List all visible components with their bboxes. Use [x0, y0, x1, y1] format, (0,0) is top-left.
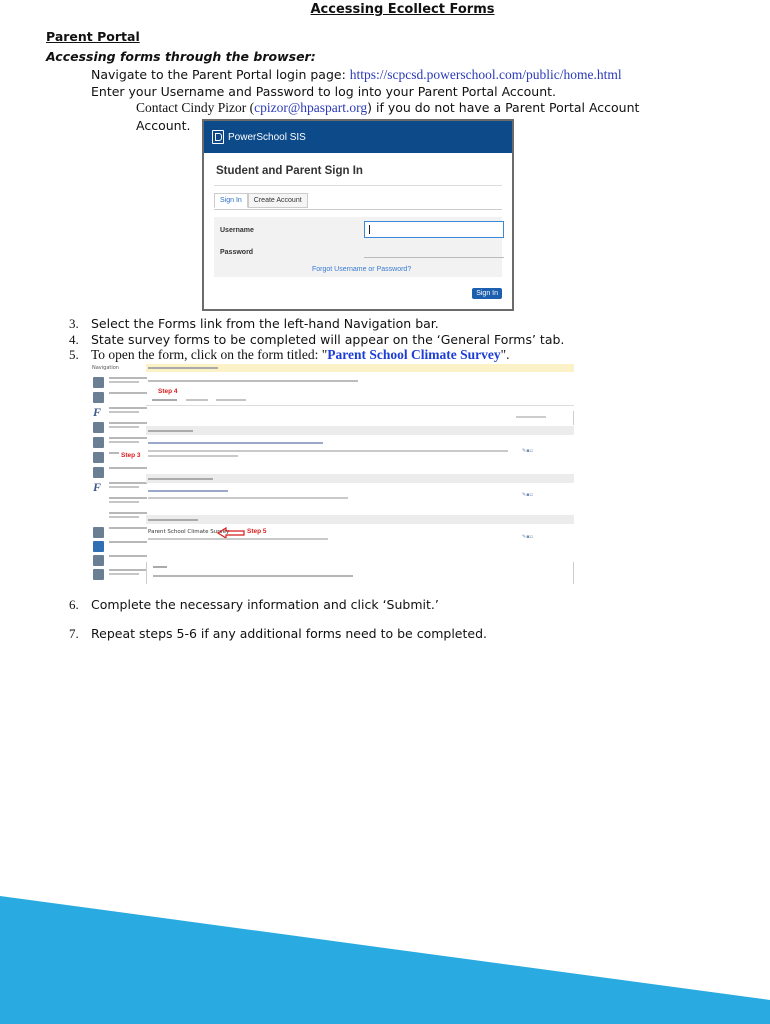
parent-climate-survey-link[interactable]: Parent School Climate Survey: [148, 529, 230, 535]
step-4-text: State survey forms to be completed will appear on the ‘General Forms’ tab.: [91, 332, 565, 347]
tab-sign-in[interactable]: Sign In: [214, 193, 248, 208]
subsection-heading: Accessing forms through the browser:: [46, 49, 316, 64]
fees-icon: F: [93, 480, 102, 494]
edit-icon[interactable]: ✎▪▫: [522, 448, 533, 454]
document-title: Accessing Ecollect Forms: [310, 2, 495, 17]
step-7-number: 7.: [69, 626, 79, 641]
step-3-number: 3.: [69, 316, 79, 331]
tab-create-account[interactable]: Create Account: [248, 193, 308, 208]
section-heading: Parent Portal: [46, 29, 140, 44]
sign-in-button[interactable]: Sign In: [472, 288, 502, 299]
step-5-label: Step 5: [247, 528, 267, 535]
brand-name: PowerSchool SIS: [228, 131, 306, 143]
edit-icon[interactable]: ✎▪▫: [522, 534, 533, 540]
step-4-label: Step 4: [158, 388, 178, 395]
step-navigate-text: Navigate to the Parent Portal login page:: [91, 67, 350, 82]
step-5-text: To open the form, click on the form titled: ": [91, 347, 328, 362]
edit-icon[interactable]: ✎▪▫: [522, 492, 533, 498]
forgot-link[interactable]: Forgot Username or Password?: [312, 266, 412, 273]
contact-prefix: Contact Cindy Pizor (: [136, 100, 255, 115]
survey-title-link[interactable]: Parent School Climate Survey: [327, 347, 501, 362]
step-5-suffix: ".: [500, 347, 510, 362]
step-3-label: Step 3: [121, 452, 141, 459]
password-label: Password: [220, 249, 254, 256]
login-heading: Student and Parent Sign In: [216, 165, 363, 177]
step-3-text: Select the Forms link from the left-hand Navigation bar.: [91, 316, 439, 331]
step-4-number: 4.: [69, 332, 79, 347]
step-5-number: 5.: [69, 347, 79, 362]
contact-email-link[interactable]: cpizor@hpaspart.org: [254, 100, 368, 115]
portal-url-link[interactable]: https://scpcsd.powerschool.com/public/home.html: [349, 67, 622, 82]
step-login: Enter your Username and Password to log into your Parent Portal Account.: [91, 84, 557, 99]
username-label: Username: [220, 227, 254, 234]
contact-suffix: ) if you do not have a Parent Portal Account: [367, 100, 640, 115]
contact-wrap: Account.: [136, 118, 191, 133]
nav-label: Navigation: [92, 365, 119, 371]
step-7-text: Repeat steps 5-6 if any additional forms need to be completed.: [91, 626, 487, 641]
footer-band: [0, 896, 770, 1024]
step-6-number: 6.: [69, 597, 79, 612]
step-6-text: Complete the necessary information and click ‘Submit.’: [91, 597, 439, 612]
forms-logo-icon: F: [93, 405, 102, 419]
